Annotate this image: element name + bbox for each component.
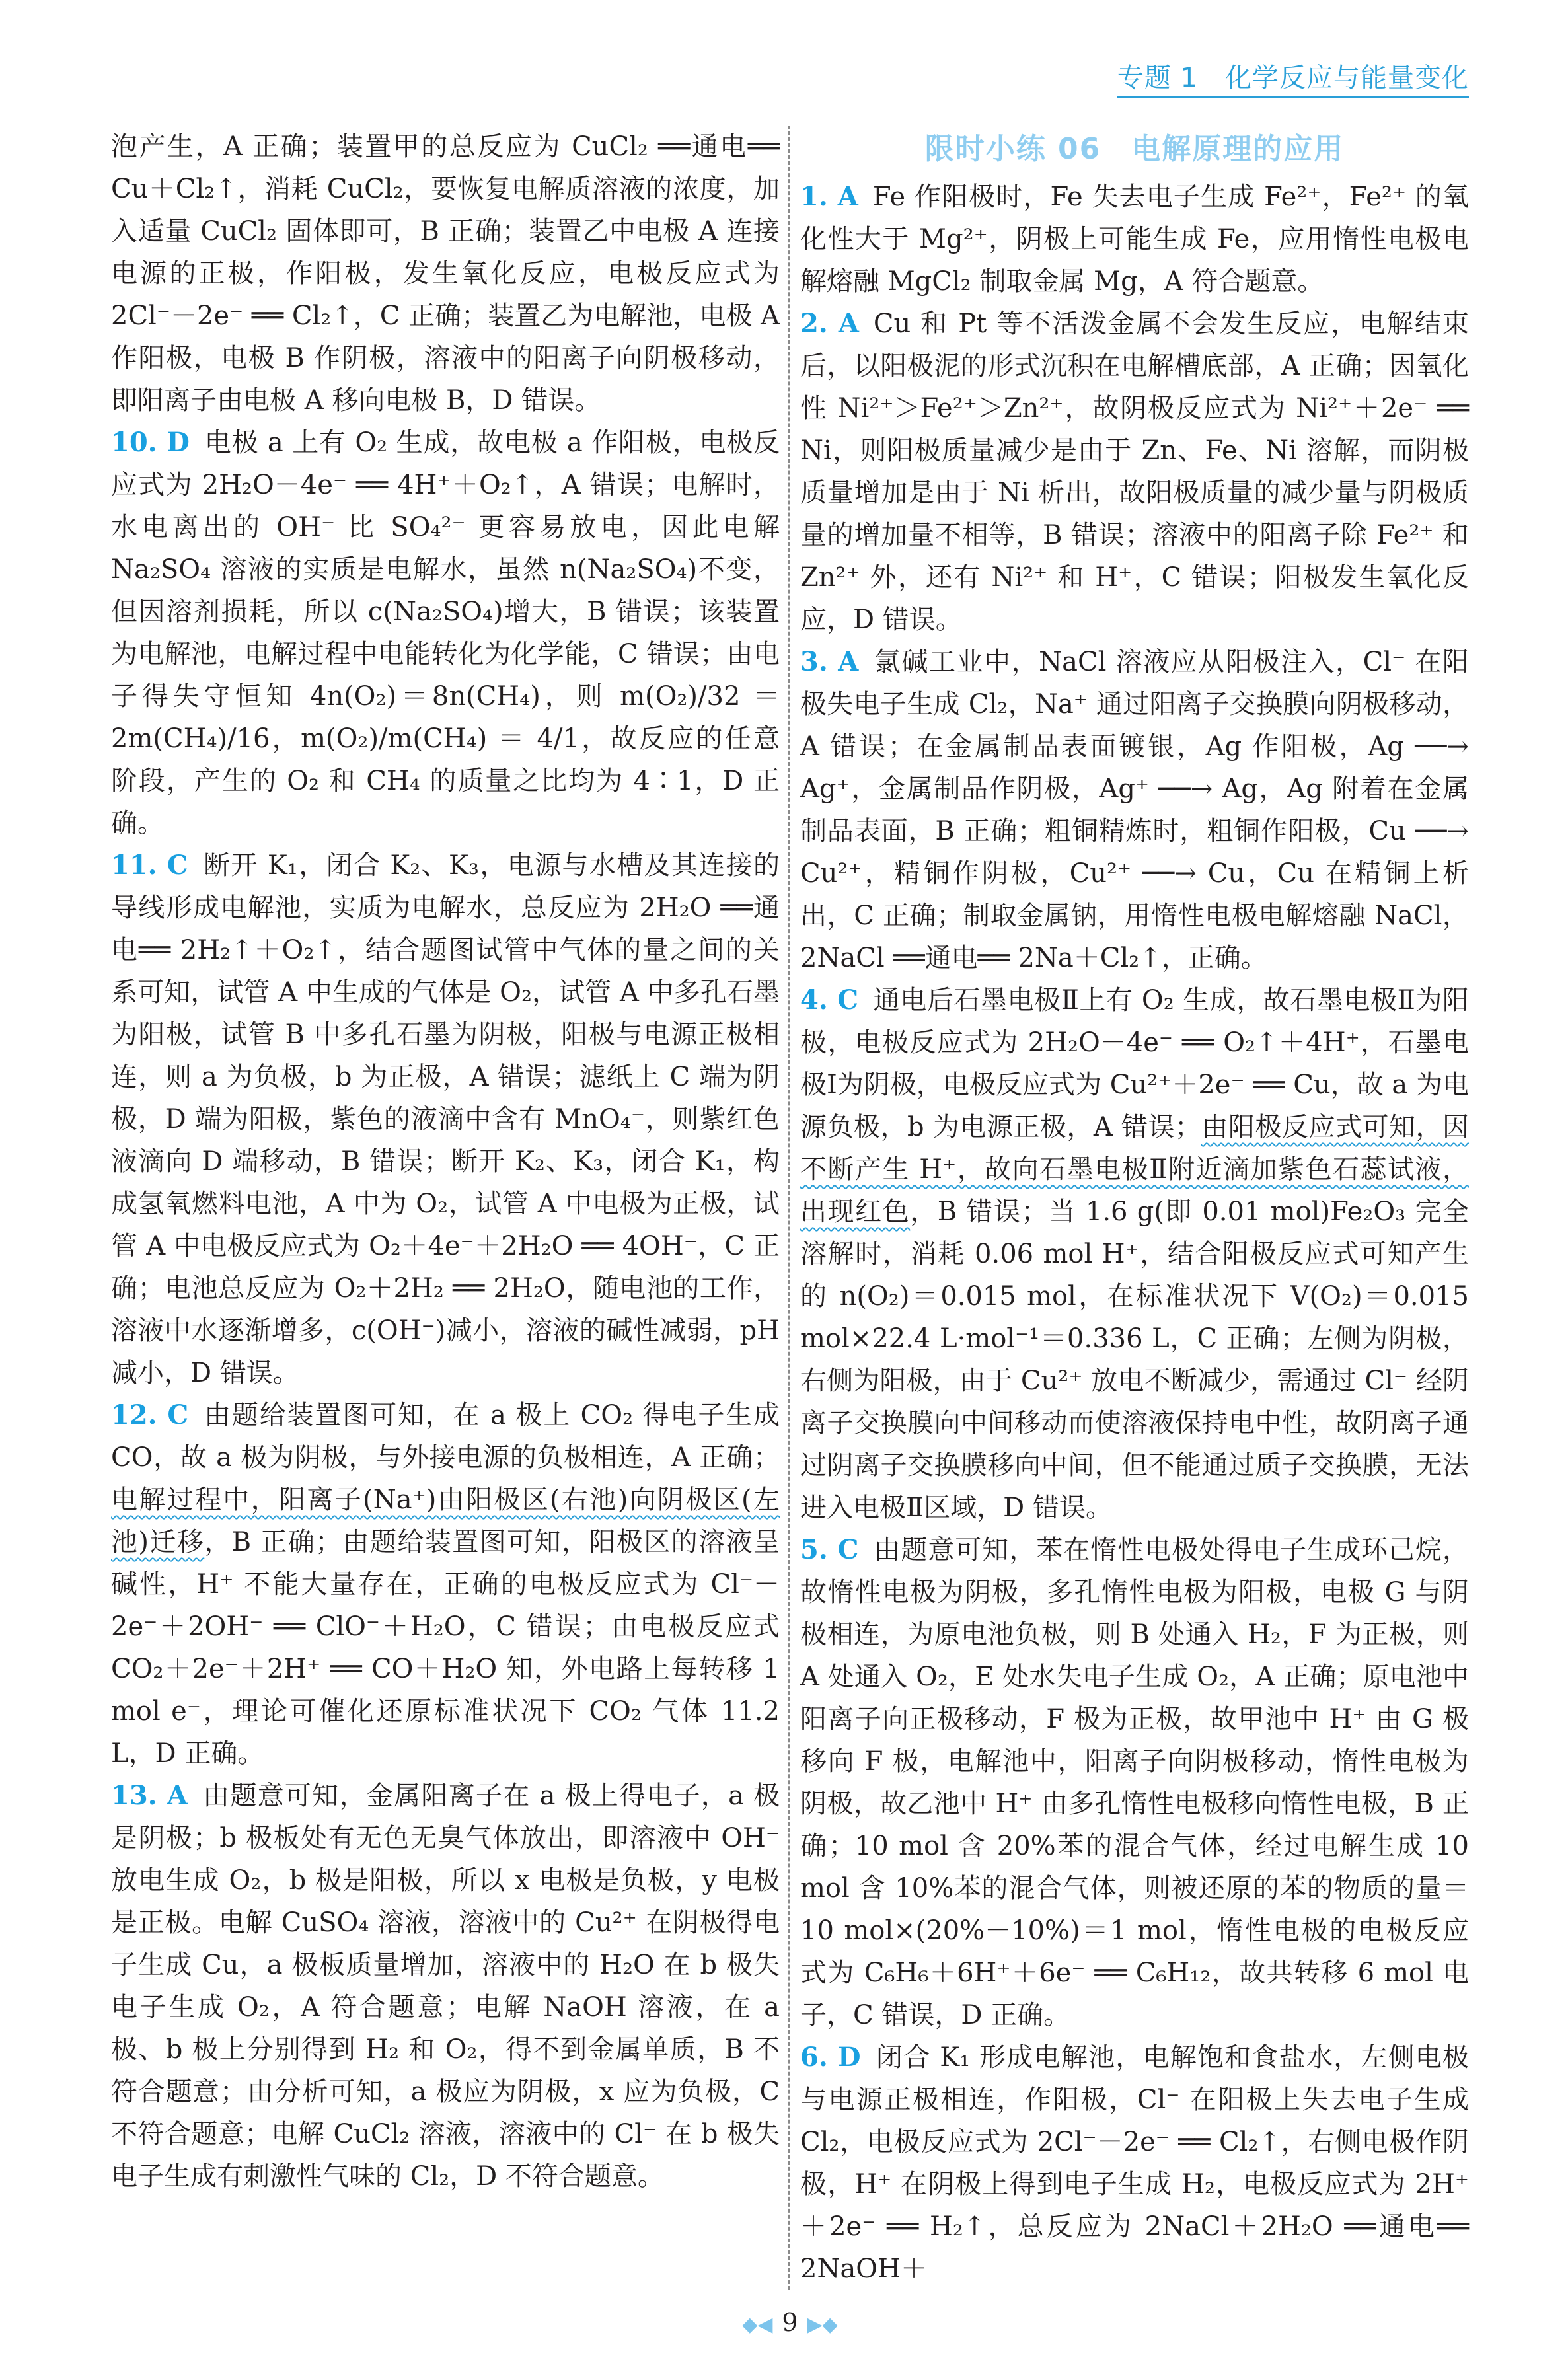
explanation-text: 断开 K₁，闭合 K₂、K₃，电源与水槽及其连接的导线形成电解池，实质为电解水，总反应为 2H₂O ══通电══ 2H₂↑＋O₂↑，结合题图试管中气体的量之间的关系可知，试管 A 中生成的气体是 O₂，试管 A 中多孔石墨为阳极，试管 B 中多孔石墨为阴极，阳极与电源正极相连，则 a 为负极，b 为正极，A 错误；滤纸上 C 端为阴极，D 端为阳极，紫色的液滴中含有 MnO₄⁻，则紫红色液滴向 D 端移动，B 错误；断开 K₂、K₃，闭合 K₁，构成氢氧燃料电池，A 中为 O₂，试管 A 中电极为正极，试管 A 中电极反应式为 O₂＋4e⁻＋2H₂O ══ 4OH⁻，C 正确；电池总反应为 O₂＋2H₂ ══ 2H₂O，随电池的工作，溶液中水逐渐增多，c(OH⁻)减小，溶液的碱性减弱，pH 减小，D 错误。 bbox=[111, 850, 780, 1388]
exercise-title: 限时小练 06 电解原理的应用 bbox=[924, 132, 1345, 166]
answer-label: 10. D bbox=[111, 427, 190, 458]
page-number: 9 bbox=[782, 2308, 798, 2337]
answer-label: 13. A bbox=[111, 1780, 188, 1811]
answer-label: 3. A bbox=[800, 646, 859, 677]
answer-item bbox=[111, 422, 780, 844]
explanation-text: 由题给装置图可知，在 a 极上 CO₂ 得电子生成 CO，故 a 极为阴极，与外接电源的负极相连，A 正确； bbox=[111, 1400, 780, 1473]
explanation-text: 泡产生，A 正确；装置甲的总反应为 CuCl₂ ══通电══ Cu＋Cl₂↑，消耗 CuCl₂，要恢复电解质溶液的浓度，加入适量 CuCl₂ 固体即可，B 正确；装置乙中电极 A 连接电源的正极，作阳极，发生氧化反应，电极反应式为 2Cl⁻－2e⁻ ══ Cl₂↑，C 正确；装置乙为电解池，电极 A 作阳极，电极 B 作阴极，溶液中的阳离子向阴极移动，即阳离子由电极 A 移向电极 B，D 错误。 bbox=[111, 131, 780, 416]
explanation-text: ，B 错误；当 1.6 g(即 0.01 mol)Fe₂O₃ 完全溶解时，消耗 0.06 mol H⁺，结合阳极反应式可知产生的 n(O₂)＝0.015 mol，在标准状况下 V(O₂)＝0.015 mol×22.4 L·mol⁻¹＝0.336 L，C 正确；左侧为阴极，右侧为阳极，由于 Cu²⁺ 放电不断减少，需通过 Cl⁻ 经阴离子交换膜向中间移动而使溶液保持电中性，故阴离子通过阴离子交换膜移向中间，但不能通过质子交换膜，无法进入电极Ⅱ区域，D 错误。 bbox=[800, 1197, 1469, 1523]
right-column bbox=[788, 126, 1469, 2290]
answer-label: 11. C bbox=[111, 850, 188, 881]
explanation-text: 由题意可知，金属阳离子在 a 极上得电子，a 极是阴极；b 极板处有无色无臭气体放出，即溶液中 OH⁻ 放电生成 O₂，b 极是阳极，所以 x 电极是负极，y 电极是正极。电解 CuSO₄ 溶液，溶液中的 Cu²⁺ 在阴极得电子生成 Cu，a 极板质量增加，溶液中的 H₂O 在 b 极失电子生成 O₂，A 符合题意；电解 NaOH 溶液，在 a 极、b 极上分别得到 H₂ 和 O₂，得不到金属单质，B 不符合题意；由分析可知，a 极应为阴极，x 应为负极，C 不符合题意；电解 CuCl₂ 溶液，溶液中的 Cl⁻ 在 b 极失电子生成有刺激性气味的 Cl₂，D 不符合题意。 bbox=[111, 1781, 780, 2192]
answer-label: 12. C bbox=[111, 1399, 189, 1430]
explanation-text: 通电后石墨电极Ⅱ上有 O₂ 生成，故石墨电极Ⅱ为阳极，电极反应式为 2H₂O－4e⁻ ══ O₂↑＋4H⁺，石墨电极Ⅰ为阴极，电极反应式为 Cu²⁺＋2e⁻ ══ Cu，故 a 为电源负极，b 为电源正极，A 错误； bbox=[800, 985, 1469, 1142]
answer-item bbox=[111, 1775, 780, 2198]
answer-item bbox=[800, 979, 1469, 1529]
answer-label: 1. A bbox=[800, 181, 858, 212]
answer-item bbox=[800, 176, 1469, 303]
section-header: 专题 1 化学反应与能量变化 bbox=[1117, 61, 1469, 98]
answer-item bbox=[800, 1529, 1469, 2036]
explanation-text: ，B 正确；由题给装置图可知，阳极区的溶液呈碱性，H⁺ 不能大量存在，正确的电极反应式为 Cl⁻－2e⁻＋2OH⁻ ══ ClO⁻＋H₂O，C 错误；由电极反应式 CO₂＋2e⁻＋2H⁺ ══ CO＋H₂O 知，外电路上每转移 1 mol e⁻，理论可催化还原标准状况下 CO₂ 气体 11.2 L，D 正确。 bbox=[111, 1527, 780, 1769]
explanation-text: 电极 a 上有 O₂ 生成，故电极 a 作阳极，电极反应式为 2H₂O－4e⁻ ══ 4H⁺＋O₂↑，A 错误；电解时，水电离出的 OH⁻ 比 SO₄²⁻ 更容易放电，因此电解 Na₂SO₄ 溶液的实质是电解水，虽然 n(Na₂SO₄)不变，但因溶剂损耗，所以 c(Na₂SO₄)增大，B 错误；该装置为电解池，电解过程中电能转化为化学能，C 错误；由电子得失守恒知 4n(O₂)＝8n(CH₄)，则 m(O₂)/32 ＝ 2m(CH₄)/16，m(O₂)/m(CH₄) ＝ 4/1，故反应的任意阶段，产生的 O₂ 和 CH₄ 的质量之比均为 4∶1，D 正确。 bbox=[111, 427, 780, 838]
explanation-text: 闭合 K₁ 形成电解池，电解饱和食盐水，左侧电极与电源正极相连，作阳极，Cl⁻ 在阳极上失去电子生成 Cl₂，电极反应式为 2Cl⁻－2e⁻ ══ Cl₂↑，右侧电极作阴极，H⁺ 在阴极上得到电子生成 H₂，电极反应式为 2H⁺＋2e⁻ ══ H₂↑，总反应为 2NaCl＋2H₂O ══通电══ 2NaOH＋ bbox=[800, 2042, 1469, 2284]
answer-label: 5. C bbox=[800, 1534, 859, 1565]
answer-item bbox=[111, 844, 780, 1394]
left-column bbox=[111, 126, 788, 2198]
page-footer bbox=[111, 2306, 1469, 2342]
answer-item bbox=[111, 126, 780, 422]
explanation-text: 由题意可知，苯在惰性电极处得电子生成环己烷，故惰性电极为阴极，多孔惰性电极为阳极，电极 G 与阴极相连，为原电池负极，则 B 处通入 H₂，F 为正极，则 A 处通入 O₂，E 处水失电子生成 O₂，A 正确；原电池中阳离子向正极移动，F 极为正极，故甲池中 H⁺ 由 G 极移向 F 极，电解池中，阳离子向阴极移动，惰性电极为阴极，故乙池中 H⁺ 由多孔惰性电极移向惰性电极，B 正确；10 mol 含 20%苯的混合气体，经过电解生成 10 mol 含 10%苯的混合气体，则被还原的苯的物质的量＝10 mol×(20%－10%)＝1 mol，惰性电极的电极反应式为 C₆H₆＋6H⁺＋6e⁻ ══ C₆H₁₂，故共转移 6 mol 电子，C 错误，D 正确。 bbox=[800, 1535, 1469, 2030]
header-row bbox=[111, 61, 1469, 107]
answer-item bbox=[800, 303, 1469, 641]
answer-item bbox=[800, 2036, 1469, 2290]
left-ornament-icon: ◆◀ bbox=[742, 2313, 773, 2336]
right-ornament-icon: ▶◆ bbox=[807, 2313, 838, 2336]
answer-label: 4. C bbox=[800, 984, 859, 1016]
explanation-text: Fe 作阳极时，Fe 失去电子生成 Fe²⁺，Fe²⁺ 的氧化性大于 Mg²⁺，阴极上可能生成 Fe，应用惰性电极电解熔融 MgCl₂ 制取金属 Mg，A 符合题意。 bbox=[800, 182, 1470, 297]
explanation-text: 氯碱工业中，NaCl 溶液应从阳极注入，Cl⁻ 在阳极失电子生成 Cl₂，Na⁺ 通过阳离子交换膜向阴极移动，A 错误；在金属制品表面镀银，Ag 作阳极，Ag ──→ Ag⁺，金属制品作阴极，Ag⁺ ──→ Ag，Ag 附着在金属制品表面，B 正确；粗铜精炼时，粗铜作阳极，Cu ──→ Cu²⁺，精铜作阴极，Cu²⁺ ──→ Cu，Cu 在精铜上析出，C 正确；制取金属钠，用惰性电极电解熔融 NaCl，2NaCl ══通电══ 2Na＋Cl₂↑，正确。 bbox=[800, 647, 1470, 973]
columns bbox=[111, 126, 1469, 2290]
explanation-text: Cu 和 Pt 等不活泼金属不会发生反应，电解结束后，以阳极泥的形式沉积在电解槽底部，A 正确；因氧化性 Ni²⁺＞Fe²⁺＞Zn²⁺，故阴极反应式为 Ni²⁺＋2e⁻ ══ Ni，则阳极质量减少是由于 Zn、Fe、Ni 溶解，而阴极质量增加是由于 Ni 析出，故阳极质量的减少量与阴极质量的增加量不相等，B 错误；溶液中的阳离子除 Fe²⁺ 和 Zn²⁺ 外，还有 Ni²⁺ 和 H⁺，C 错误；阳极发生氧化反应，D 错误。 bbox=[800, 309, 1470, 635]
answer-label: 2. A bbox=[800, 308, 859, 339]
answer-item bbox=[800, 641, 1469, 979]
emphasized-text: 由阳极反应式可知，因不断产生 H⁺，故向石墨电极Ⅱ附近滴加紫色石蕊试液，出现红色 bbox=[800, 1112, 1470, 1227]
answer-item bbox=[111, 1394, 780, 1775]
emphasized-text: 电解过程中，阳离子(Na⁺)由阳极区(右池)向阴极区(左池)迁移 bbox=[111, 1485, 780, 1557]
answer-label: 6. D bbox=[800, 2042, 861, 2073]
